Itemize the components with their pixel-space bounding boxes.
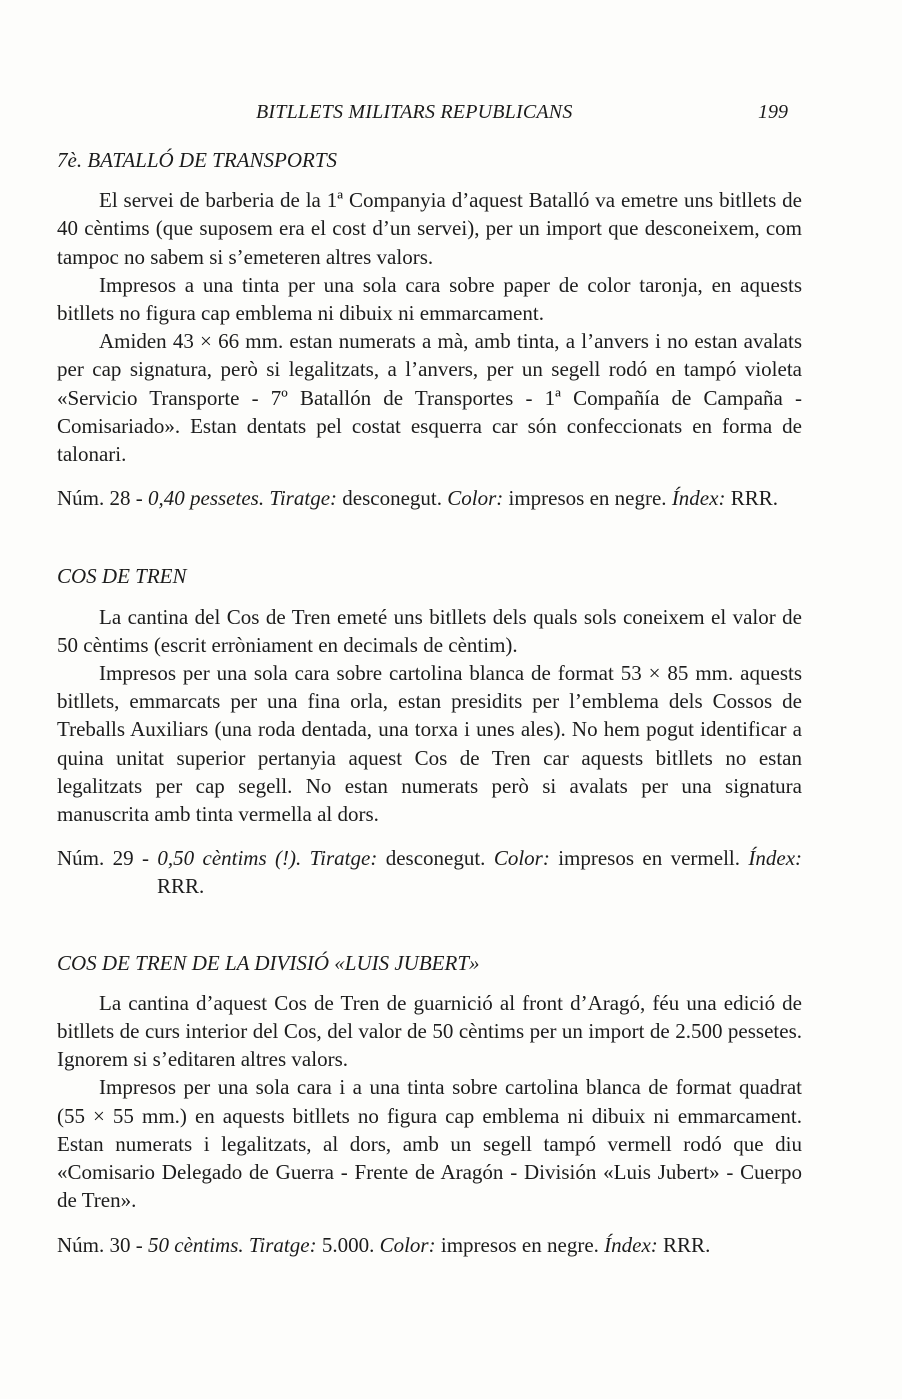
section-heading: COS DE TREN DE LA DIVISIÓ «LUIS JUBERT» xyxy=(57,950,480,975)
catalog-entry xyxy=(57,1231,802,1259)
running-header xyxy=(0,101,902,129)
index-value: RRR. xyxy=(663,1232,711,1257)
section-heading: 7è. BATALLÓ DE TRANSPORTS xyxy=(57,148,338,172)
paragraph: Impresos a una tinta per una sola cara sobre paper de color taronja, en aquests bitllets no figura cap emblema ni dibuix ni emmarcament. xyxy=(57,272,802,326)
paragraph: Amiden 43 × 66 mm. estan numerats a mà, amb tinta, a l’anvers i no estan avalats per cap signatura, però si legalitzats, a l’anvers, per un segell rodó en tampó violeta «Servicio Transporte - 7º Batallón de Transportes - 1ª Compañía de Campaña - Comisariado». Estan dentats pel costat esquerra car són confeccionats en forma de talonari. xyxy=(57,329,802,467)
paragraph: La cantina del Cos de Tren emeté uns bitllets dels quals sols coneixem el valor de 50 cèntims (escrit erròniament en decimals de cèntim). xyxy=(57,604,802,657)
entry-number: Núm. 29 - xyxy=(57,846,149,871)
tiratge-label: Tiratge: xyxy=(269,486,338,511)
paragraph: El servei de barberia de la 1ª Companyia d’aquest Batalló va emetre uns bitllets de 40 cèntims (que suposem era el cost d’un servei), per un import que desconeixem, com tampoc no sabem si s’emeteren altres valors. xyxy=(57,188,802,269)
section-cos-de-tren-divisio-luis-jubert xyxy=(57,949,802,1259)
section-heading: COS DE TREN xyxy=(57,564,187,589)
color-value: impresos en vermell. xyxy=(558,846,740,871)
index-value: RRR. xyxy=(730,486,778,511)
entry-value: 50 cèntims. xyxy=(148,1232,244,1257)
section-cos-de-tren xyxy=(57,562,802,900)
entry-number: Núm. 28 - xyxy=(57,486,143,511)
index-value: RRR. xyxy=(157,874,205,899)
paragraph: La cantina d’aquest Cos de Tren de guarnició al front d’Aragó, féu una edició de bitllets de curs interior del Cos, del valor de 50 cèntims per un import de 2.500 pessetes. Ignorem si s’editaren altres valors. xyxy=(57,990,802,1072)
tiratge-value: desconegut. xyxy=(342,486,442,511)
index-label: Índex: xyxy=(671,486,726,511)
catalog-entry xyxy=(57,484,802,512)
color-value: impresos en negre. xyxy=(508,486,667,511)
entry-value: 0,50 cèntims (!). xyxy=(157,846,302,871)
color-label: Color: xyxy=(379,1232,436,1257)
index-label: Índex: xyxy=(604,1232,658,1257)
color-label: Color: xyxy=(493,846,550,871)
entry-number: Núm. 30 - xyxy=(57,1232,143,1257)
color-label: Color: xyxy=(447,486,504,511)
catalog-entry xyxy=(57,844,802,900)
tiratge-value: desconegut. xyxy=(385,846,486,871)
section-7e-batallo-transports xyxy=(57,146,802,512)
entry-value: 0,40 pessetes. xyxy=(148,486,265,511)
paragraph: Impresos per una sola cara sobre cartolina blanca de format 53 × 85 mm. aquests bitllets, emmarcats per una fina orla, estan presidits per l’emblema dels Cossos de Treballs Auxiliars (una roda dentada, una torxa i unes ales). No hem pogut identificar a quina unitat superior pertanyia aquest Cos de Tren car aquests bitllets no estan legalitzats per cap segell. No estan numerats però si avalats per una signatura manuscrita amb tinta vermella al dors. xyxy=(57,661,802,827)
tiratge-value: 5.000. xyxy=(321,1232,375,1257)
page-content xyxy=(57,146,802,1259)
paragraph: Impresos per una sola cara i a una tinta sobre cartolina blanca de format quadrat (55 × 55 mm.) en aquests bitllets no figura cap emblema ni dibuix ni emmarcament. Estan numerats i legalitzats, al dors, amb un segell tampó vermell rodó que diu «Comisario Delegado de Guerra - Frente de Aragón - División «Luis Jubert» - Cuerpo de Tren». xyxy=(57,1075,802,1213)
tiratge-label: Tiratge: xyxy=(248,1232,317,1257)
running-title: BITLLETS MILITARS REPUBLICANS xyxy=(256,101,573,123)
tiratge-label: Tiratge: xyxy=(309,846,378,871)
page-number: 199 xyxy=(758,101,788,123)
color-value: impresos en negre. xyxy=(440,1232,599,1257)
index-label: Índex: xyxy=(748,846,803,871)
